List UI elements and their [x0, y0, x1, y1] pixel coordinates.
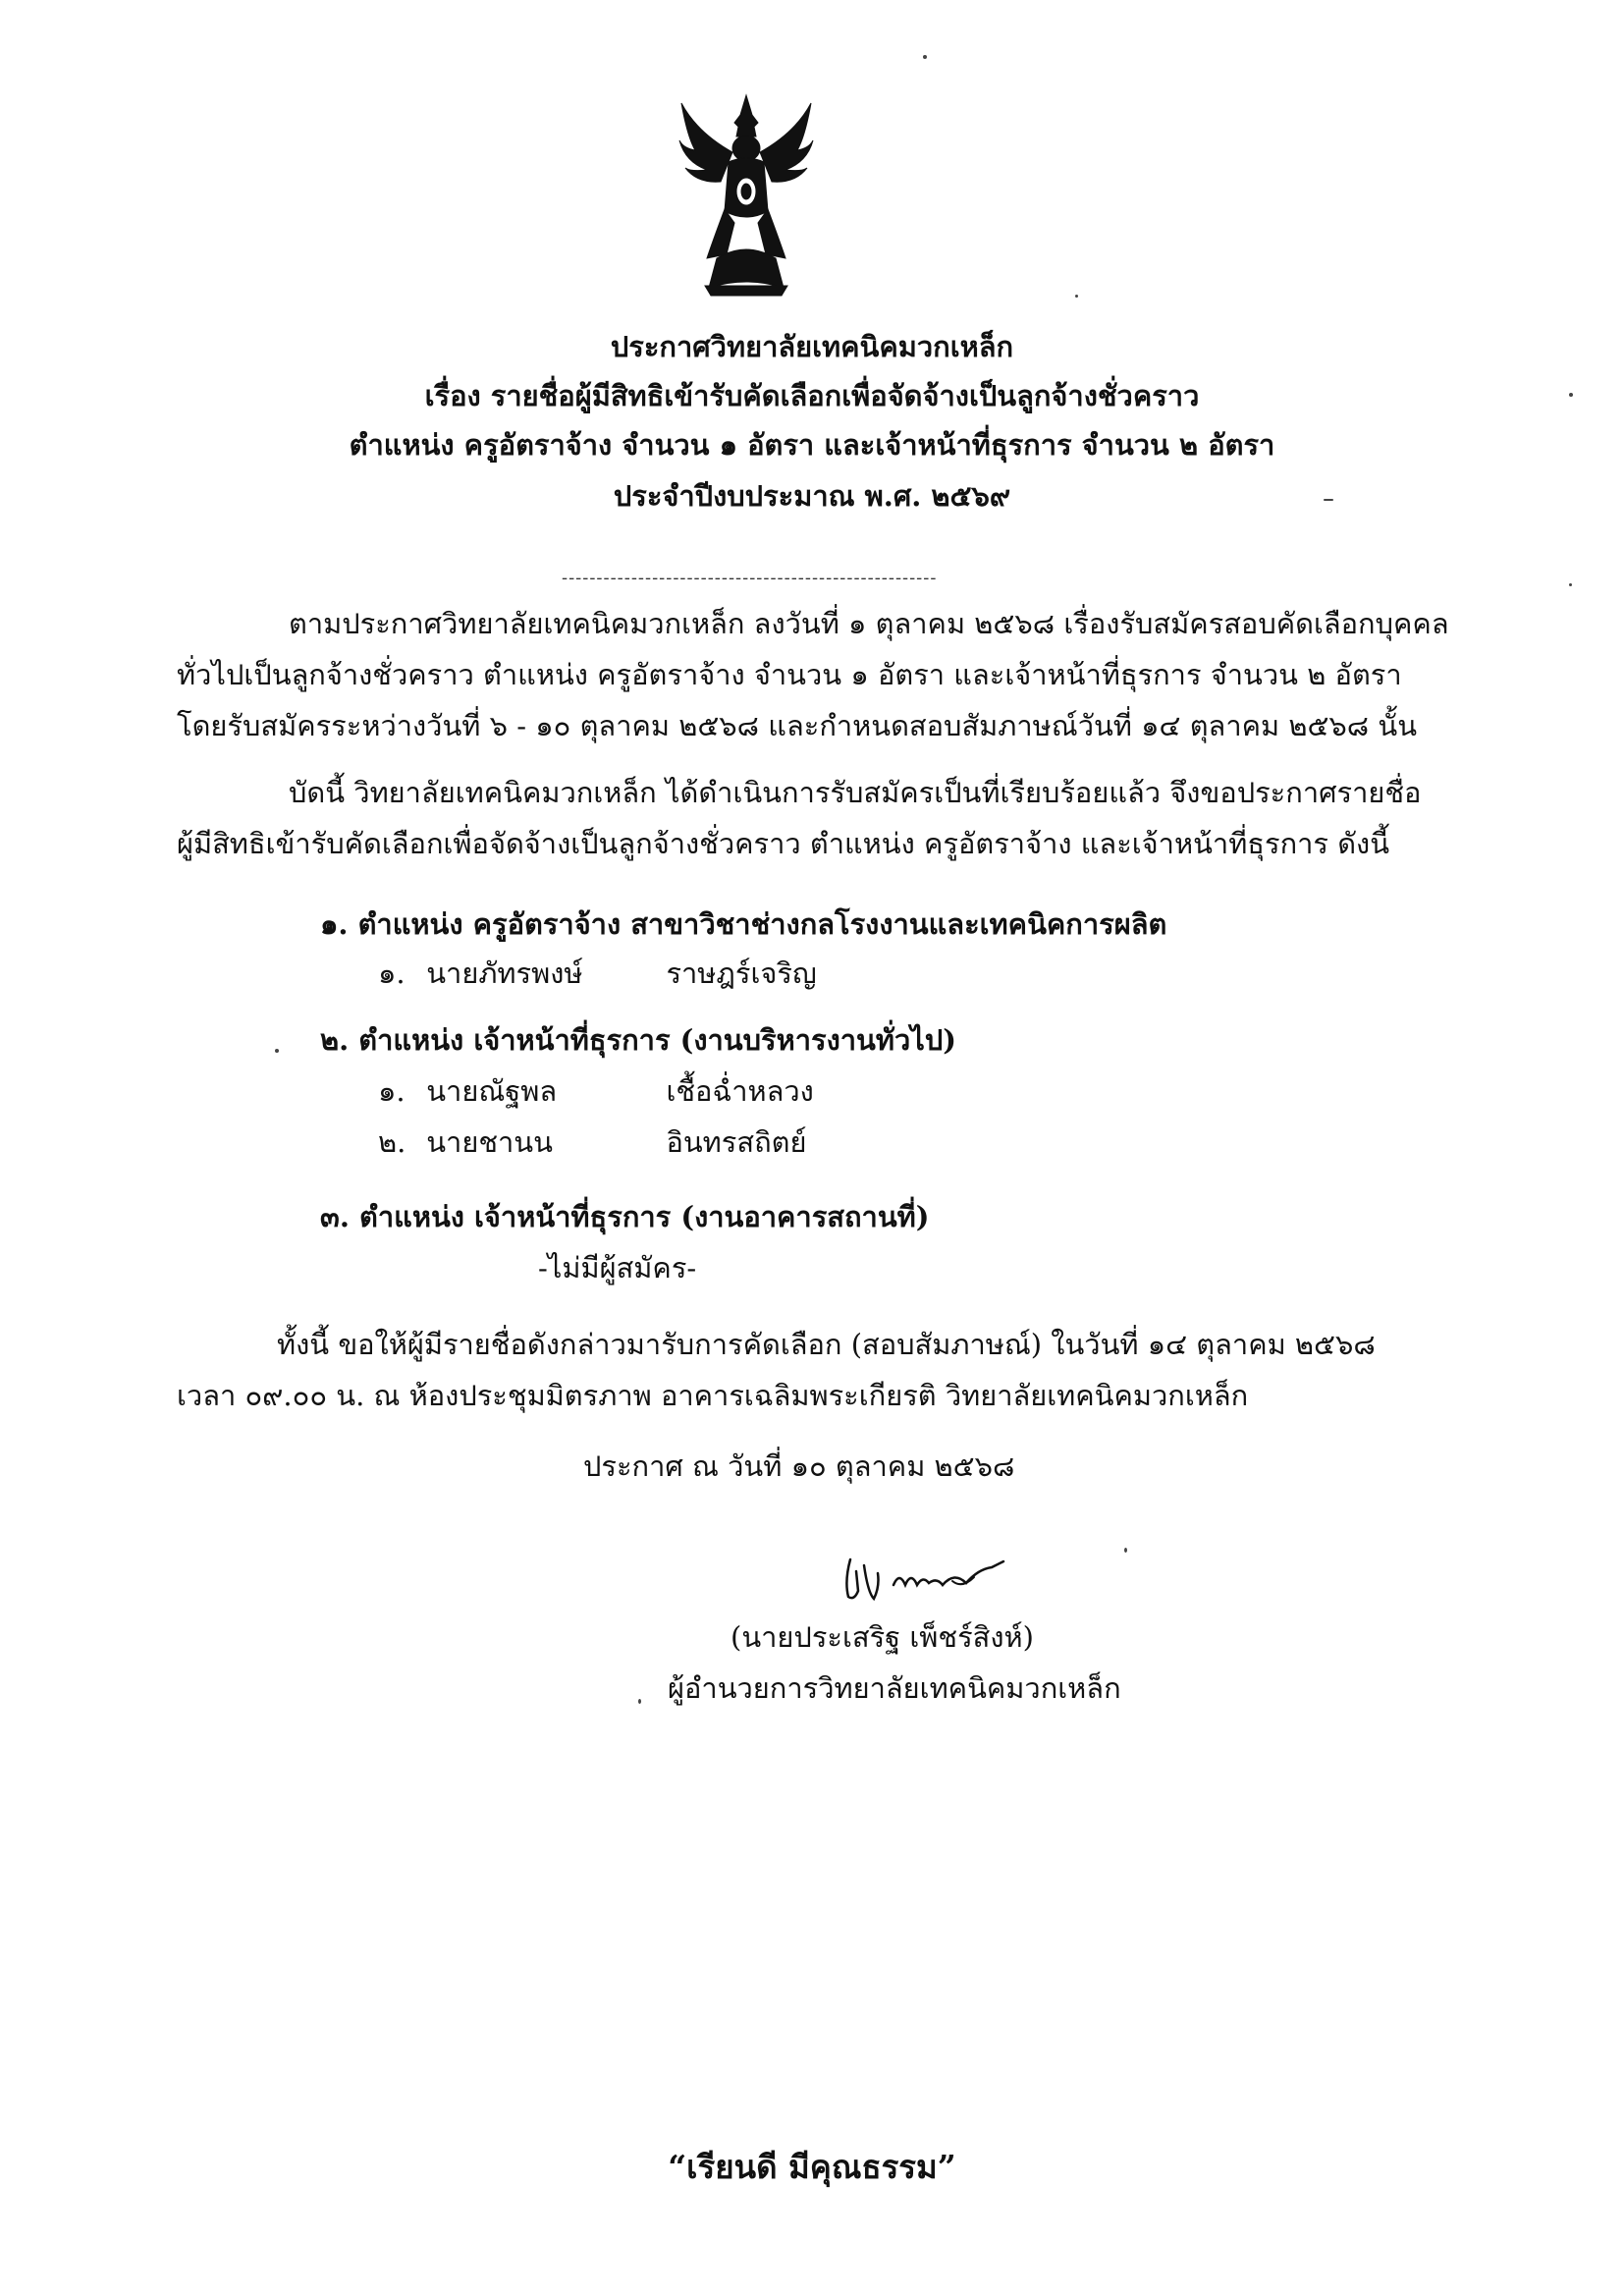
no-applicants-note: -ไม่มีผู้สมัคร-: [538, 1251, 697, 1285]
scan-speck: [923, 55, 927, 59]
last-name: ราษฎร์เจริญ: [666, 957, 817, 990]
para1-line-3: โดยรับสมัครระหว่างวันที่ ๖ - ๑๐ ตุลาคม ๒๕๖๘ และกำหนดสอบสัมภาษณ์วันที่ ๑๔ ตุลาคม ๒๕๖๘ นั้น: [177, 709, 1418, 742]
last-name: เชื้อฉ่ำหลวง: [666, 1074, 814, 1108]
section-3-title: ๓. ตำแหน่ง เจ้าหน้าที่ธุรการ (งานอาคารสถานที่): [320, 1200, 930, 1233]
section-1-title: ๑. ตำแหน่ง ครูอัตราจ้าง สาขาวิชาช่างกลโรงงานและเทคนิคการผลิต: [320, 907, 1167, 941]
list-item: [378, 951, 817, 996]
para3-line-1: ทั้งนี้ ขอให้ผู้มีรายชื่อดังกล่าวมารับการคัดเลือก (สอบสัมภาษณ์) ในวันที่ ๑๔ ตุลาคม ๒๕๖๘: [277, 1328, 1376, 1361]
list-item: [378, 1120, 806, 1165]
header-line-1: ประกาศวิทยาลัยเทคนิคมวกเหล็ก: [610, 330, 1014, 363]
scan-speck: [1075, 295, 1078, 298]
header-fiscal-year: ประจำปีงบประมาณ พ.ศ. ๒๕๖๙: [613, 479, 1011, 513]
last-name: อินทรสถิตย์: [666, 1125, 807, 1159]
college-motto: “เรียนดี มีคุณธรรม”: [668, 2148, 956, 2186]
scan-speck: [638, 1699, 641, 1704]
garuda-emblem-icon: [677, 93, 815, 300]
para1-line-1: ตามประกาศวิทยาลัยเทคนิคมวกเหล็ก ลงวันที่ ๑ ตุลาคม ๒๕๖๘ เรื่องรับสมัครสอบคัดเลือกบุคคล: [289, 607, 1449, 640]
scan-speck: [1324, 499, 1333, 501]
para3-line-2: เวลา ๐๙.๐๐ น. ณ ห้องประชุมมิตรภาพ อาคารเฉลิมพระเกียรติ วิทยาลัยเทคนิคมวกเหล็ก: [177, 1379, 1249, 1412]
signer-title: ผู้อำนวยการวิทยาลัยเทคนิคมวกเหล็ก: [668, 1671, 1121, 1705]
section-2-title: ๒. ตำแหน่ง เจ้าหน้าที่ธุรการ (งานบริหารงานทั่วไป): [320, 1023, 956, 1057]
header-divider: ------------------------------------------------------: [562, 568, 938, 588]
scan-speck: [1569, 393, 1573, 397]
signer-name: (นายประเสริฐ เพ็ชร์สิงห์): [731, 1620, 1034, 1654]
scan-speck: [1569, 583, 1572, 586]
para1-line-2: ทั่วไปเป็นลูกจ้างชั่วคราว ตำแหน่ง ครูอัตราจ้าง จำนวน ๑ อัตรา และเจ้าหน้าที่ธุรการ จำนวน ๒ อัตรา: [177, 658, 1402, 691]
header-subject: เรื่อง รายชื่อผู้มีสิทธิเข้ารับคัดเลือกเพื่อจัดจ้างเป็นลูกจ้างชั่วคราว: [424, 379, 1200, 412]
para2-line-2: ผู้มีสิทธิเข้ารับคัดเลือกเพื่อจัดจ้างเป็นลูกจ้างชั่วคราว ตำแหน่ง ครูอัตราจ้าง และเจ้าหน้าที่ธุรการ ดังนี้: [177, 827, 1390, 860]
para2-line-1: บัดนี้ วิทยาลัยเทคนิคมวกเหล็ก ได้ดำเนินการรับสมัครเป็นที่เรียบร้อยแล้ว จึงขอประกาศรายชื่อ: [289, 776, 1422, 809]
announcement-date: ประกาศ ณ วันที่ ๑๐ ตุลาคม ๒๕๖๘: [583, 1449, 1015, 1483]
item-number: ๑.: [378, 957, 406, 990]
first-name: นายภัทรพงษ์: [426, 957, 583, 990]
list-item: [378, 1068, 814, 1114]
first-name: นายชานน: [426, 1125, 553, 1159]
header-positions: ตำแหน่ง ครูอัตราจ้าง จำนวน ๑ อัตรา และเจ้าหน้าที่ธุรการ จำนวน ๒ อัตรา: [349, 428, 1275, 462]
item-number: ๑.: [378, 1074, 406, 1108]
item-number: ๒.: [378, 1125, 406, 1159]
scan-speck: [1124, 1548, 1127, 1553]
scan-speck: [275, 1049, 279, 1053]
first-name: นายณัฐพล: [426, 1074, 558, 1108]
handwritten-signature-icon: [835, 1542, 1031, 1611]
